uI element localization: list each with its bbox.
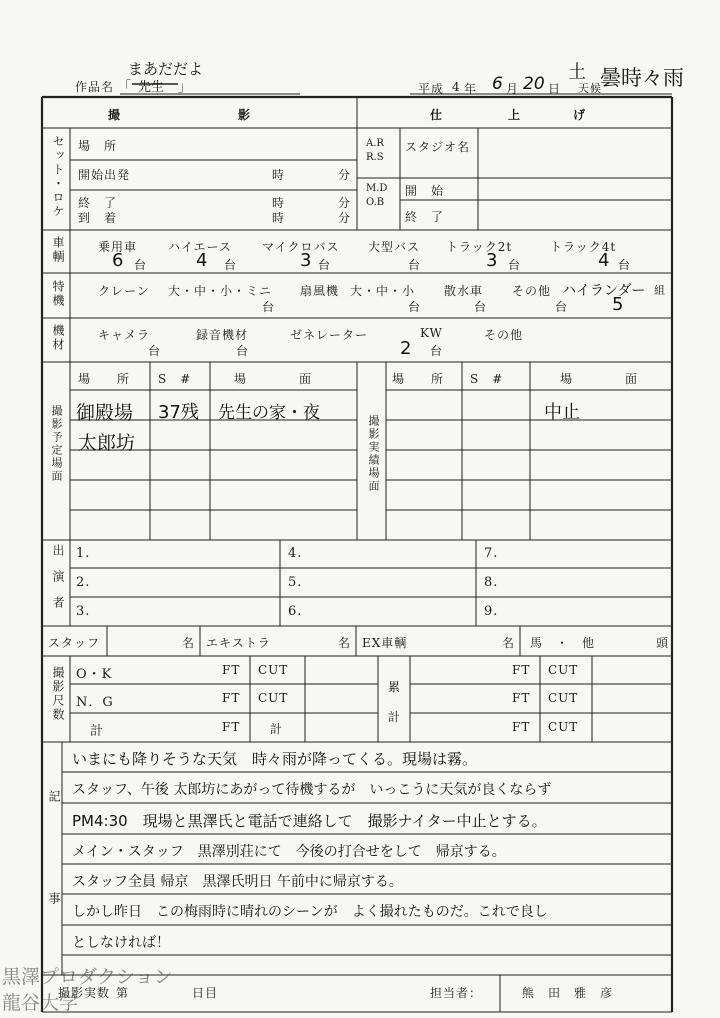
ex-mei: 名 — [502, 636, 516, 650]
veh-1-count: 4 — [196, 250, 208, 271]
weather-label: 天候 — [578, 82, 602, 95]
actual-col-place: 場 所 — [392, 372, 445, 386]
veh-1-unit: 台 — [224, 258, 238, 272]
veh-2-count: 3 — [300, 250, 312, 271]
cast-label: 出演者 — [51, 544, 65, 622]
end1-label: 終 了 — [78, 196, 118, 210]
watermark-line1: 黒澤プロダクション — [2, 966, 173, 988]
veh-4-name: トラック2t — [446, 240, 513, 254]
cast-4: 4. — [288, 546, 303, 561]
plan-row2-place: 太郎坊 — [78, 432, 136, 454]
fun-end1: 分 — [338, 196, 352, 210]
notes-label: 記事 — [47, 790, 61, 994]
crane-size: 大・中・小・ミニ — [168, 284, 273, 298]
ob-label: O.B — [366, 197, 385, 208]
ar-label: A.R — [366, 138, 384, 149]
generator-unit: 台 — [430, 344, 444, 358]
person-name: 熊 田 雅 彦 — [522, 986, 614, 1000]
veh-2-name: マイクロバス — [262, 240, 340, 254]
ng-label: N．G — [76, 695, 114, 710]
staff-mei: 名 — [182, 636, 196, 650]
section-finishing: 仕 上 げ — [430, 108, 587, 122]
date-weekday: 土 — [568, 62, 586, 83]
cum-total-label: 計 — [388, 710, 402, 724]
ft-1: FT — [222, 663, 241, 677]
recorder-label: 録音機材 — [196, 328, 249, 342]
generator-count: 2 — [400, 338, 412, 359]
title-crossed: 先生 — [138, 80, 165, 95]
actual-scene: 中止 — [544, 402, 580, 423]
title-handwritten: まあだだよ — [128, 60, 204, 78]
plan-col-place: 場 所 — [78, 372, 131, 386]
cast-9: 9. — [484, 604, 499, 619]
plan-row1-place: 御殿場 — [76, 402, 134, 424]
cut-1: CUT — [258, 663, 289, 677]
extra-mei: 名 — [338, 636, 352, 650]
crane-unit: 台 — [262, 300, 276, 314]
place-label: 場 所 — [78, 139, 118, 153]
actual-col-s: S # — [470, 372, 504, 386]
note-line-3: PM4:30 現場と黒澤氏と電話で連絡して 撮影ナイター中止とする。 — [72, 812, 547, 830]
person-label: 担当者： — [430, 986, 483, 1000]
cast-5: 5. — [288, 575, 303, 590]
generator-label: ゼネレーター — [290, 328, 369, 342]
veh-5-unit: 台 — [618, 258, 632, 272]
shuryo-label: 終 了 — [405, 210, 445, 224]
equipment-label: 機材 — [51, 324, 65, 352]
veh-1-name: ハイエース — [168, 240, 232, 254]
other-unit-kumi: 組 — [654, 284, 666, 297]
veh-0-count: 6 — [112, 250, 124, 271]
plan-col-scene: 場 面 — [234, 372, 313, 386]
cast-1: 1. — [76, 546, 91, 561]
date-era: 平成 — [418, 82, 445, 96]
ji-end2: 時 — [272, 211, 286, 225]
days-dai: 第 — [116, 986, 130, 1000]
veh-5-name: トラック4t — [550, 240, 617, 254]
plan-label: 撮影予定場面 — [50, 405, 63, 483]
equip-other-label: その他 — [484, 328, 524, 342]
plan-col-s: S # — [158, 372, 192, 386]
cum-ft-3: FT — [512, 720, 531, 734]
other-handwritten: ハイランダー — [562, 283, 646, 299]
horse-label: 馬 ・ 他 — [530, 636, 596, 650]
cast-7: 7. — [484, 546, 499, 561]
cum-ft-2: FT — [512, 691, 531, 705]
veh-3-name: 大型バス — [368, 240, 421, 254]
fun-start: 分 — [338, 168, 352, 182]
cum-cut-3: CUT — [548, 720, 579, 734]
veh-0-unit: 台 — [134, 258, 148, 272]
fun-end2: 分 — [338, 211, 352, 225]
other-label: その他 — [512, 284, 552, 298]
fan-unit: 台 — [408, 300, 422, 314]
note-line-5: スタッフ全員 帰京 黒澤氏明日 午前中に帰京する。 — [72, 874, 403, 890]
fan-label: 扇風機 — [300, 284, 340, 298]
cast-6: 6. — [288, 604, 303, 619]
ex-label: EX車輌 — [362, 636, 408, 650]
cast-8: 8. — [484, 575, 499, 590]
cum-label: 累 — [388, 680, 402, 694]
ft-2: FT — [222, 691, 241, 705]
plan-row1-s: 37残 — [158, 402, 199, 423]
date-year-unit: 年 — [464, 82, 478, 96]
start-label: 開始出発 — [78, 168, 131, 182]
note-line-1: いまにも降りそうな天気 時々雨が降ってくる。現場は霧。 — [72, 750, 478, 768]
veh-2-unit: 台 — [318, 258, 332, 272]
kaishi-label: 開 始 — [405, 184, 445, 198]
studio-label: スタジオ名 — [405, 140, 471, 154]
ok-label: O・K — [76, 667, 113, 682]
date-day-unit: 日 — [548, 82, 562, 96]
camera-label: キャメラ — [98, 328, 151, 342]
footage-label: 撮影尺数 — [51, 666, 65, 722]
extra-label: エキストラ — [206, 636, 271, 650]
veh-4-unit: 台 — [508, 258, 522, 272]
veh-4-count: 3 — [486, 250, 498, 271]
section-shooting: 撮 影 — [108, 108, 252, 122]
camera-unit: 台 — [148, 344, 162, 358]
note-line-6: しかし昨日 この梅雨時に晴れのシーンが よく撮れたものだ。これで良し — [72, 904, 548, 920]
plan-row1-scene: 先生の家・夜 — [218, 403, 320, 423]
date-month-unit: 月 — [506, 82, 520, 96]
total-label: 計 — [90, 724, 105, 739]
weather-value: 曇時々雨 — [600, 66, 684, 90]
staff-label: スタッフ — [48, 636, 101, 650]
note-line-4: メイン・スタッフ 黒澤別荘にて 今後の打合せをして 帰京する。 — [72, 844, 506, 860]
crane-label: クレーン — [98, 284, 150, 298]
actual-label: 撮影実績場面 — [367, 415, 380, 493]
water-label: 散水車 — [444, 284, 484, 298]
end2-label: 到 着 — [78, 211, 118, 225]
days-label: 撮影実数 — [58, 986, 111, 1000]
other-unit-dai: 台 — [555, 300, 569, 314]
ji-start: 時 — [272, 168, 286, 182]
fan-size: 大・中・小 — [350, 284, 416, 298]
setloc-label: セット・ロケ — [51, 135, 65, 219]
title-quote-close: 」 — [178, 80, 192, 95]
cast-2: 2. — [76, 575, 91, 590]
watermark-line2: 龍谷大学 — [2, 992, 79, 1014]
actual-col-scene: 場 面 — [560, 372, 639, 386]
title-label: 作品名 — [75, 80, 115, 94]
date-year: 4 — [452, 80, 461, 94]
kw-label: KW — [420, 326, 443, 340]
ji-end1: 時 — [272, 196, 286, 210]
date-day: 20 — [523, 74, 545, 94]
veh-5-count: 4 — [598, 250, 610, 271]
cut-2: CUT — [258, 691, 289, 705]
cum-ft-1: FT — [512, 663, 531, 677]
veh-0-name: 乗用車 — [98, 240, 138, 254]
vehicles-label: 車輌 — [51, 236, 65, 264]
other-count: 5 — [612, 294, 624, 315]
note-line-7: としなければ！ — [72, 935, 170, 951]
cum-cut-1: CUT — [548, 663, 579, 677]
note-line-2: スタッフ、午後 太郎坊にあがって待機するが いっこうに天気が良くならず — [72, 782, 552, 798]
cum-cut-2: CUT — [548, 691, 579, 705]
md-label: M.D — [366, 183, 388, 194]
title-quote-open: 「 — [118, 80, 132, 95]
recorder-unit: 台 — [236, 344, 250, 358]
date-month: 6 — [492, 74, 503, 94]
rs-label: R.S — [366, 152, 384, 163]
cast-3: 3. — [76, 604, 91, 619]
water-unit: 台 — [474, 300, 488, 314]
head-unit: 頭 — [656, 636, 670, 650]
veh-3-unit: 台 — [408, 258, 422, 272]
days-nichime: 日目 — [192, 986, 219, 1000]
special-label: 特機 — [51, 280, 65, 308]
ft-3: FT — [222, 720, 241, 734]
cut-total: 計 — [270, 722, 284, 736]
